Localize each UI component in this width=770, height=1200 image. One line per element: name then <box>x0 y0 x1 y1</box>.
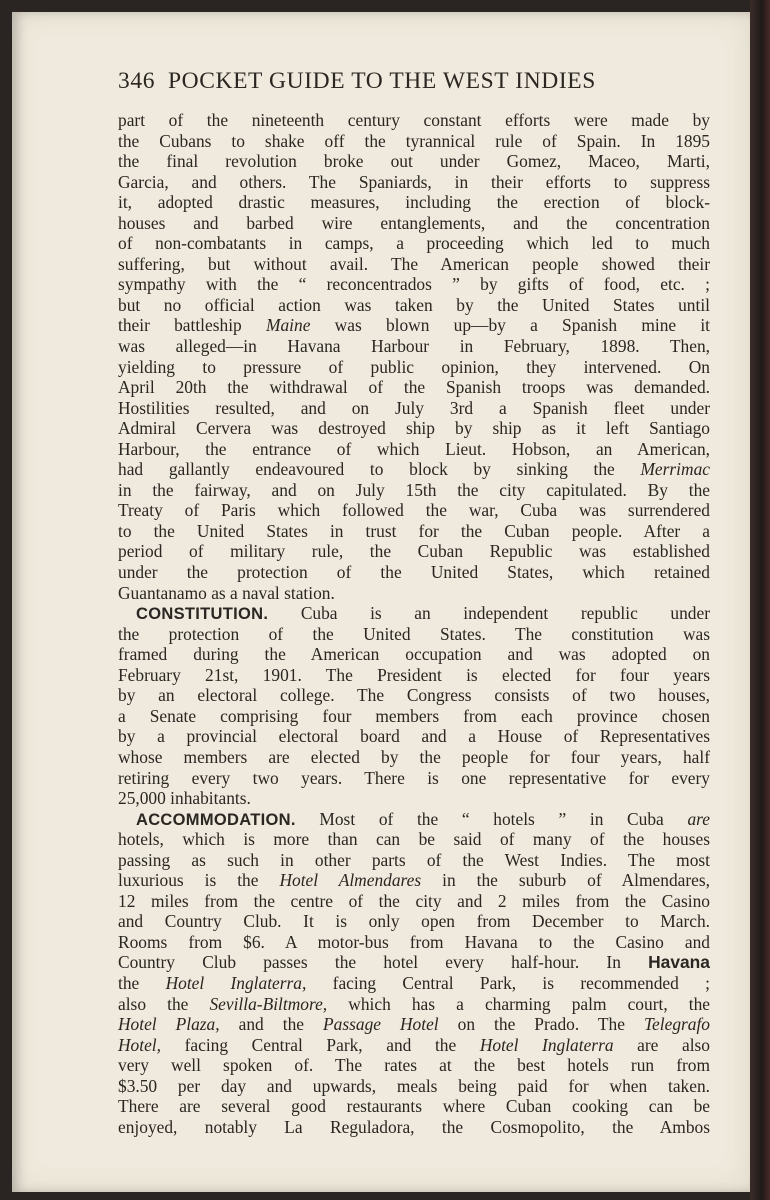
text-line: February 21st, 1901. The President is elected for four years <box>118 664 710 685</box>
hotel-name: Hotel Inglaterra, <box>165 972 307 993</box>
section-heading-accommodation: ACCOMMODATION. <box>136 810 296 829</box>
text-line: very well spoken of. The rates at the best hotels run from <box>118 1055 710 1076</box>
text-fragment: facing Central Park, and the <box>184 1034 457 1055</box>
text-fragment: in the suburb of Almendares, <box>442 870 710 891</box>
text-line: Rooms from $6. A motor-bus from Havana to the Casino and <box>118 931 710 952</box>
section-heading-constitution: CONSTITUTION. <box>136 605 269 624</box>
text-line: by a provincial electoral board and a House of Representatives <box>118 726 710 747</box>
hotel-name: Sevilla-Biltmore, <box>209 993 328 1014</box>
text-line: sympathy with the “ reconcentrados ” by gifts of food, etc. ; <box>118 274 710 295</box>
text-line: suffering, but without avail. The American people showed their <box>118 253 710 274</box>
hotel-name: Telegrafo <box>643 1014 710 1035</box>
text-line: was alleged—in Havana Harbour in February, 1898. Then, <box>118 336 710 357</box>
text-fragment: had gallantly endeavoured to block by sinking the <box>118 459 615 480</box>
text-line: part of the nineteenth century constant efforts were made by <box>118 110 710 130</box>
text-line: hotels, which is more than can be said of many of the houses <box>118 829 710 850</box>
text-fragment: the <box>118 972 140 993</box>
text-line: Treaty of Paris which followed the war, Cuba was surrendered <box>118 500 710 521</box>
text-fragment: on the Prado. The <box>457 1014 625 1035</box>
text-line: April 20th the withdrawal of the Spanish troops was demanded. <box>118 377 710 398</box>
hotel-name: Hotel Plaza, <box>118 1014 220 1035</box>
text-line: 25,000 inhabitants. <box>118 788 251 809</box>
text-line <box>118 315 710 336</box>
hotel-name: Hotel Almendares <box>279 870 422 891</box>
text-fragment: Cuba is an independent republic under <box>300 603 710 624</box>
ship-name-merrimac: Merrimac <box>640 459 710 480</box>
text-line: Guantanamo as a naval station. <box>118 582 335 603</box>
ship-name-maine: Maine <box>265 315 311 336</box>
text-line: retiring every two years. There is one representative for every <box>118 767 710 788</box>
text-fragment: are also <box>637 1034 710 1055</box>
text-line: Admiral Cervera was destroyed ship by ship as it left Santiago <box>118 418 710 439</box>
text-line: enjoyed, notably La Reguladora, the Cosmopolito, the Ambos <box>118 1116 710 1137</box>
text-fragment: and the <box>238 1014 304 1035</box>
text-line <box>118 870 710 891</box>
text-fragment: which has a charming palm court, the <box>348 993 711 1014</box>
running-title: POCKET GUIDE TO THE WEST INDIES <box>168 68 596 94</box>
text-line: houses and barbed wire entanglements, and the concentration <box>118 212 710 233</box>
constitution-line <box>118 603 710 624</box>
text-fragment: was blown up—by a Spanish mine it <box>334 315 711 336</box>
text-line <box>118 1035 710 1056</box>
text-line: Hostilities resulted, and on July 3rd a Spanish fleet under <box>118 397 710 418</box>
text-line: yielding to pressure of public opinion, they intervened. On <box>118 356 710 377</box>
running-header <box>118 68 682 95</box>
text-line: but no official action was taken by the United States until <box>118 294 710 315</box>
text-line: to the United States in trust for the Cuban people. After a <box>118 520 710 541</box>
text-line: the Cubans to shake off the tyrannical rule of Spain. In 1895 <box>118 130 710 151</box>
text-line: under the protection of the United States, which retained <box>118 562 710 583</box>
text-line <box>118 952 710 973</box>
hotel-name: Hotel Inglaterra <box>479 1034 614 1055</box>
text-line <box>118 459 710 480</box>
text-line: period of military rule, the Cuban Republic was established <box>118 541 710 562</box>
text-line: and Country Club. It is only open from December to March. <box>118 911 710 932</box>
text-fragment: Most of the “ hotels ” in Cuba <box>319 808 664 829</box>
page-body-text <box>118 110 710 1137</box>
hotel-name: Hotel, <box>118 1034 161 1055</box>
text-line: whose members are elected by the people for four years, half <box>118 746 710 767</box>
text-line: $3.50 per day and upwards, meals being paid for when taken. <box>118 1075 710 1096</box>
book-spine-edge <box>750 0 770 1200</box>
emphasis-are: are <box>687 808 710 829</box>
text-line: framed during the American occupation and was adopted on <box>118 644 710 665</box>
city-name-havana: Havana <box>648 952 710 973</box>
text-line: 12 miles from the centre of the city and 2 miles from the Casino <box>118 890 710 911</box>
text-fragment: also the <box>118 993 189 1014</box>
text-line: of non-combatants in camps, a proceeding which led to much <box>118 233 710 254</box>
text-line: Garcia, and others. The Spaniards, in their efforts to suppress <box>118 171 710 192</box>
text-line <box>118 994 710 1015</box>
text-line: in the fairway, and on July 15th the city capitulated. By the <box>118 479 710 500</box>
text-fragment: luxurious is the <box>118 870 259 891</box>
accommodation-line <box>118 809 710 830</box>
text-line: by an electoral college. The Congress consists of two houses, <box>118 685 710 706</box>
text-line: a Senate comprising four members from each province chosen <box>118 705 710 726</box>
text-line: passing as such in other parts of the West Indies. The most <box>118 849 710 870</box>
text-line <box>118 1014 710 1035</box>
text-line: There are several good restaurants where Cuban cooking can be <box>118 1096 710 1117</box>
text-line: the final revolution broke out under Gomez, Maceo, Marti, <box>118 151 710 172</box>
text-fragment: their battleship <box>118 315 242 336</box>
text-fragment: Country Club passes the hotel every half-hour. In <box>118 952 621 973</box>
text-line: it, adopted drastic measures, including the erection of block- <box>118 192 710 213</box>
text-line: the protection of the United States. The constitution was <box>118 623 710 644</box>
hotel-name: Passage Hotel <box>323 1014 439 1035</box>
text-line <box>118 973 710 994</box>
text-line: Harbour, the entrance of which Lieut. Hobson, an American, <box>118 438 710 459</box>
text-fragment: facing Central Park, is recommended ; <box>332 972 710 993</box>
page-number: 346 <box>118 68 156 94</box>
